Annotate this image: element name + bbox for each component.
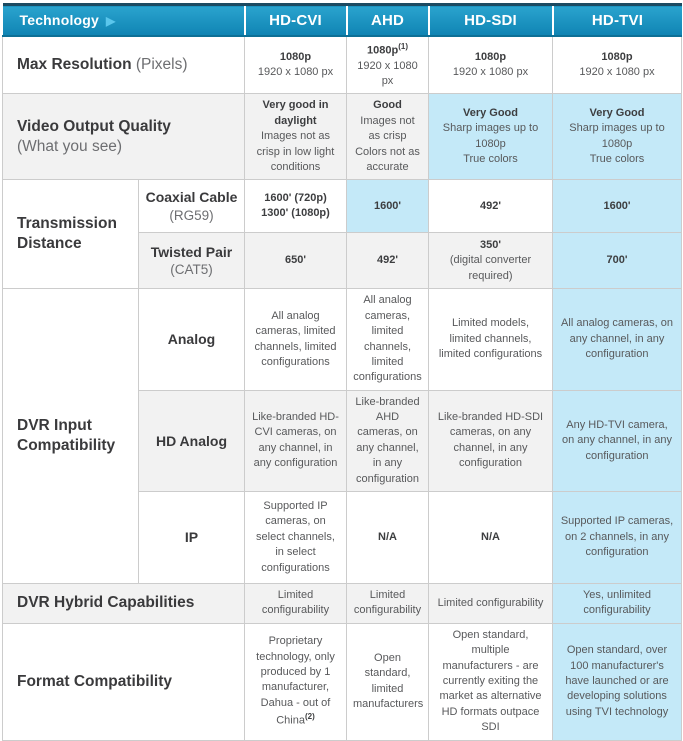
- cell-max-resolution-ahd: [347, 36, 429, 94]
- value-sub: 1920 x 1080 px: [257, 65, 334, 78]
- rating-detail: Images not as crisp in low light conditions: [256, 130, 335, 173]
- header-technology: [3, 5, 245, 36]
- distance: 1600': [603, 199, 631, 212]
- cell-analog-hd-tvi: All analog cameras, on any channel, in any configuration: [553, 289, 682, 390]
- value-sub: 1920 x 1080 px: [579, 65, 655, 78]
- cell-max-resolution-hd-cvi: [245, 36, 347, 94]
- sub-label-hd-analog: HD Analog: [139, 390, 245, 491]
- cell-ip-hd-sdi: [429, 492, 553, 584]
- footnote-2-marker: (2): [304, 712, 315, 722]
- cell-analog-hd-cvi: All analog cameras, limited channels, limited configurations: [245, 289, 347, 390]
- row-analog: [3, 289, 682, 390]
- cell-coaxial-ahd: [347, 180, 429, 233]
- cell-hybrid-hd-tvi: Yes, unlimited configurability: [553, 584, 682, 624]
- cell-video-quality-hd-cvi: [245, 94, 347, 180]
- cell-ip-hd-cvi: Supported IP cameras, on select channels, in select configurations: [245, 492, 347, 584]
- row-max-resolution: [3, 36, 682, 94]
- max-resolution-label-note: (Pixels): [135, 55, 188, 73]
- distance: 1600': [373, 199, 402, 212]
- cell-hybrid-hd-cvi: Limited configurability: [245, 584, 347, 624]
- technology-comparison-table: [2, 3, 682, 741]
- sub-label-analog: Analog: [139, 289, 245, 390]
- not-applicable: N/A: [378, 530, 397, 543]
- sub-label-coaxial-cable: [139, 180, 245, 233]
- cell-hd-analog-hd-sdi: Like-branded HD-SDI cameras, on any channel, in any configuration: [429, 390, 553, 491]
- cell-twisted-hd-cvi: [245, 233, 347, 289]
- distance: 350': [480, 238, 501, 251]
- header-row: [3, 5, 682, 36]
- column-header-hd-tvi: HD-TVI: [553, 5, 682, 36]
- rating: Good: [373, 99, 402, 112]
- distance: 1600' (720p): [264, 191, 327, 204]
- cell-twisted-ahd: [347, 233, 429, 289]
- cell-analog-ahd: All analog cameras, limited channels, limited configurations: [347, 289, 429, 390]
- cell-format-hd-cvi: [245, 623, 347, 740]
- video-quality-label: Video Output Quality: [17, 117, 171, 135]
- value: 1080p: [474, 50, 507, 63]
- column-header-hd-cvi: HD-CVI: [245, 5, 347, 36]
- row-coaxial-cable: [3, 180, 682, 233]
- sub-label-note: (RG59): [169, 207, 214, 223]
- row-label-max-resolution: [3, 36, 245, 94]
- max-resolution-label: Max Resolution: [17, 55, 132, 73]
- rating: Very good in daylight: [262, 99, 329, 127]
- format-text: Proprietary technology, only produced by 1 manufacturer, Dahua - out of China: [256, 635, 335, 727]
- cell-ip-hd-tvi: Supported IP cameras, on 2 channels, in any configuration: [553, 492, 682, 584]
- cell-hd-analog-hd-tvi: Any HD-TVI camera, on any channel, in any configuration: [553, 390, 682, 491]
- cell-format-hd-sdi: Open standard, multiple manufacturers - are currently exiting the market as alternative HD formats outpace SDI: [429, 623, 553, 740]
- not-applicable: N/A: [481, 530, 500, 543]
- rating-detail: Colors not as accurate: [355, 145, 420, 173]
- sub-label-text: Coaxial Cable: [145, 189, 238, 206]
- cell-coaxial-hd-cvi: [245, 180, 347, 233]
- rating-detail: True colors: [463, 153, 518, 166]
- cell-twisted-hd-tvi: [553, 233, 682, 289]
- cell-video-quality-hd-sdi: [429, 94, 553, 180]
- cell-max-resolution-hd-sdi: [429, 36, 553, 94]
- rating-detail: Sharp images up to 1080p: [569, 122, 665, 150]
- value: 1080p: [367, 44, 399, 57]
- cell-hybrid-hd-sdi: Limited configurability: [429, 584, 553, 624]
- sub-label-twisted-pair: [139, 233, 245, 289]
- row-dvr-hybrid-capabilities: [3, 584, 682, 624]
- rating: Very Good: [462, 107, 519, 120]
- row-video-output-quality: [3, 94, 682, 180]
- value: 1080p: [601, 50, 633, 63]
- cell-video-quality-ahd: [347, 94, 429, 180]
- cell-coaxial-hd-tvi: [553, 180, 682, 233]
- sub-label-text: Twisted Pair: [150, 243, 233, 260]
- column-header-hd-sdi: HD-SDI: [429, 5, 553, 36]
- distance: 492': [377, 254, 398, 267]
- value-line: [353, 41, 422, 59]
- cell-video-quality-hd-tvi: [553, 94, 682, 180]
- sub-label-note: (CAT5): [170, 262, 213, 278]
- distance: 1300' (1080p): [261, 207, 330, 220]
- distance: 650': [285, 254, 306, 267]
- column-header-ahd: AHD: [347, 5, 429, 36]
- row-format-compatibility: [3, 623, 682, 740]
- distance: 700': [606, 254, 628, 267]
- footnote-1-marker: (1): [398, 41, 408, 51]
- distance-note: (digital converter required): [449, 254, 532, 282]
- row-label-video-output-quality: [3, 94, 245, 180]
- rating: Very Good: [589, 107, 645, 120]
- rating-detail: Images not as crisp: [360, 114, 415, 143]
- distance: 492': [480, 199, 501, 212]
- cell-analog-hd-sdi: Limited models, limited channels, limited configurations: [429, 289, 553, 390]
- value-sub: 1920 x 1080 px: [452, 65, 529, 78]
- row-label-format-compatibility: Format Compatibility: [3, 623, 245, 740]
- cell-twisted-hd-sdi: [429, 233, 553, 289]
- cell-hd-analog-ahd: Like-branded AHD cameras, on any channel, in any configuration: [347, 390, 429, 491]
- cell-hd-analog-hd-cvi: Like-branded HD-CVI cameras, on any channel, in any configuration: [245, 390, 347, 491]
- cell-format-ahd: Open standard, limited manufacturers: [347, 623, 429, 740]
- cell-max-resolution-hd-tvi: [553, 36, 682, 94]
- cell-format-hd-tvi: Open standard, over 100 manufacturer's have launched or are developing solutions using TVI technology: [553, 623, 682, 740]
- video-quality-label-note: (What you see): [17, 137, 123, 155]
- cell-hybrid-ahd: Limited configurability: [347, 584, 429, 624]
- value-sub: 1920 x 1080 px: [357, 59, 418, 87]
- cell-ip-ahd: [347, 492, 429, 584]
- header-technology-label: Technology: [19, 12, 100, 29]
- rating-detail: Sharp images up to 1080p: [442, 122, 539, 150]
- group-label-transmission-distance: Transmission Distance: [3, 180, 139, 289]
- sub-label-ip: IP: [139, 492, 245, 584]
- cell-coaxial-hd-sdi: [429, 180, 553, 233]
- row-label-dvr-hybrid: DVR Hybrid Capabilities: [3, 584, 245, 624]
- rating-detail: True colors: [589, 153, 645, 166]
- play-arrow-icon: ▶: [106, 14, 116, 29]
- group-label-dvr-input-compatibility: DVR Input Compatibility: [3, 289, 139, 584]
- value: 1080p: [279, 50, 312, 63]
